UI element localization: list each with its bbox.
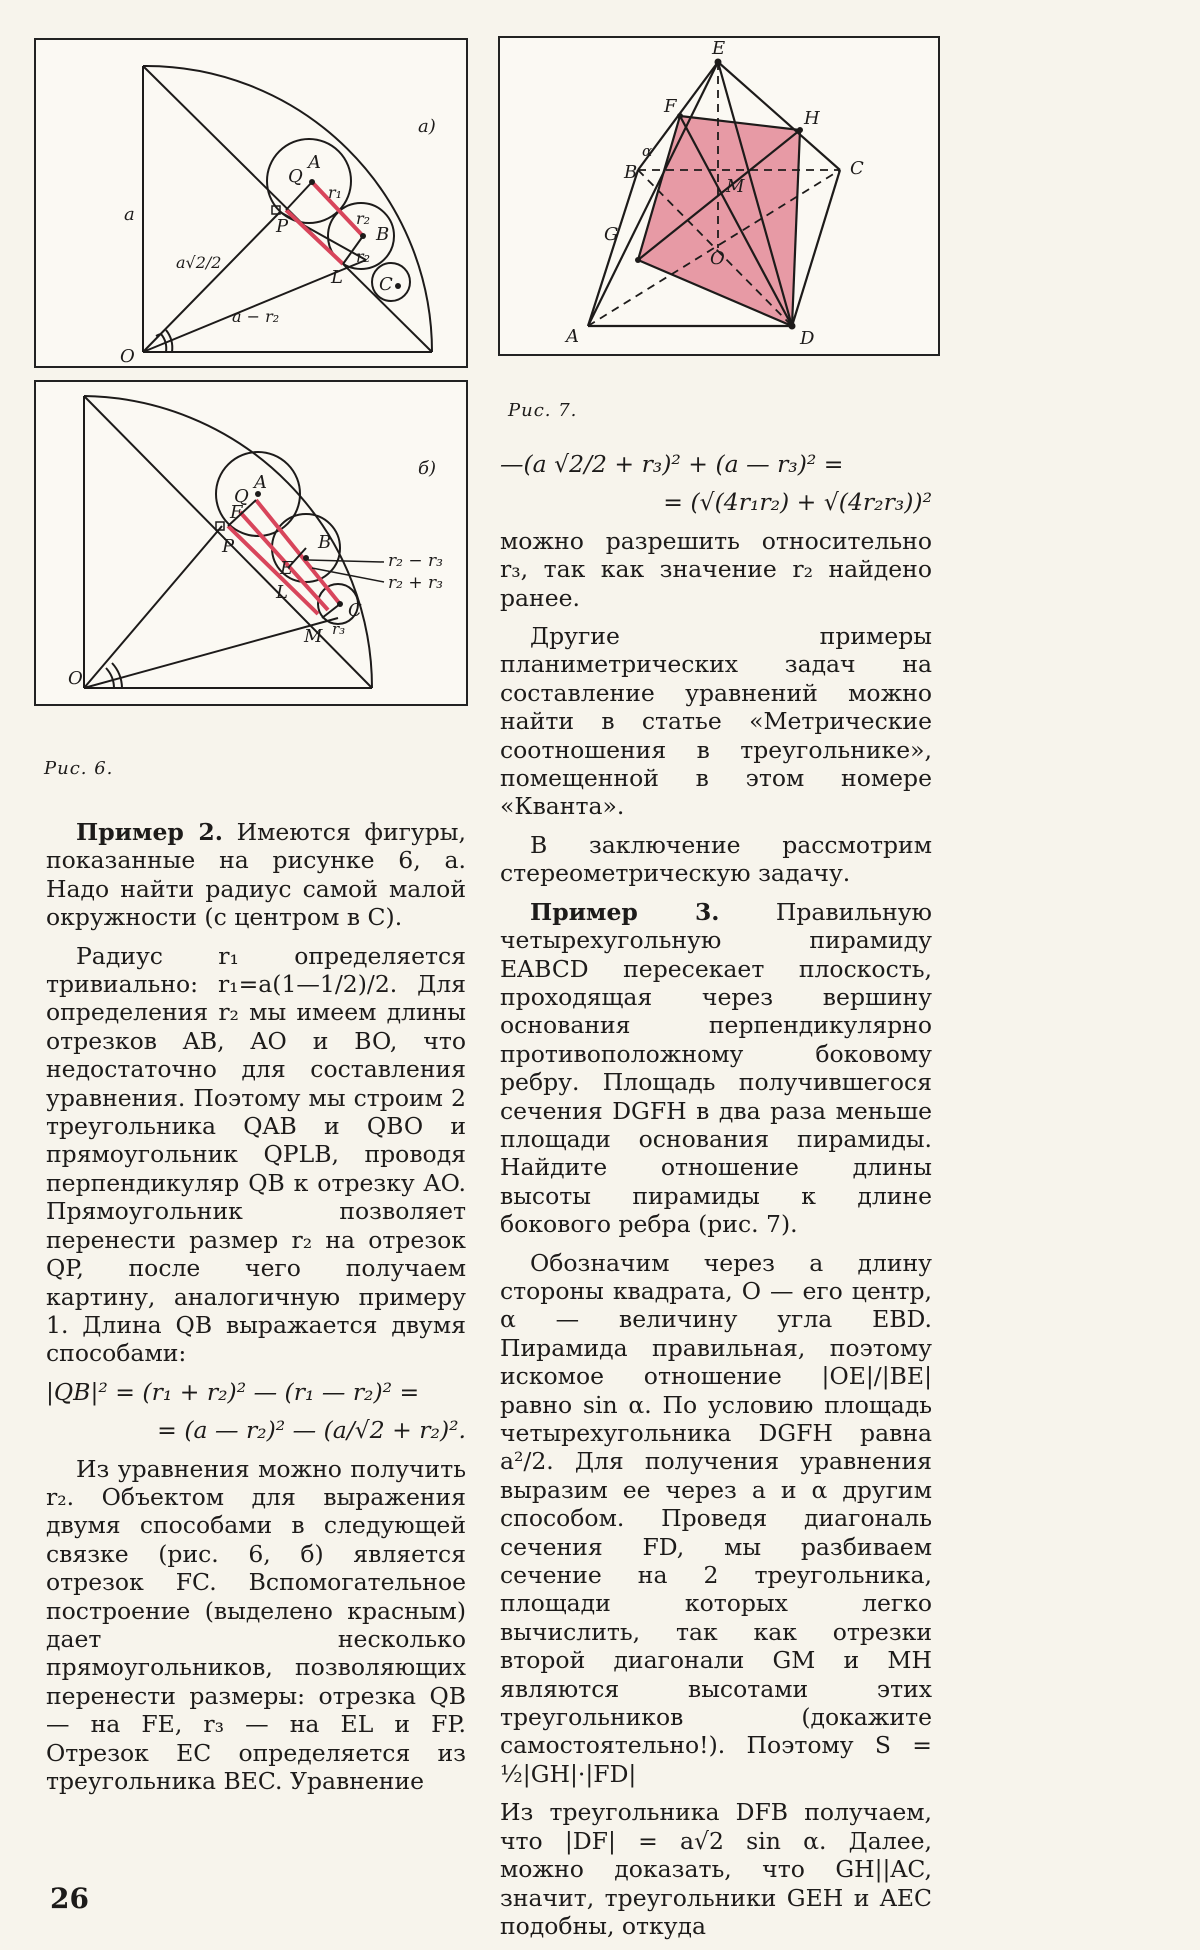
figure-7 bbox=[498, 36, 940, 356]
label-A-7: A bbox=[566, 326, 579, 347]
label-diag: a√2/2 bbox=[176, 253, 222, 272]
label-L: L bbox=[331, 267, 343, 288]
right-paragraph-3: В заключение рассмотрим стереометрическую задачу. bbox=[500, 830, 932, 888]
center-b-dot-b bbox=[303, 555, 309, 561]
figure-6a bbox=[34, 38, 468, 368]
figure-6a-drawing bbox=[36, 40, 466, 366]
right-paragraph-2: Другие примеры планиметрических задач на составление уравнений можно найти в статье «Метрические соотношения в треугольнике», помещенной в этом номере «Кванта». bbox=[500, 622, 932, 821]
left-column bbox=[46, 818, 466, 1805]
label-B-7: B bbox=[624, 162, 638, 183]
label-E-b: E bbox=[280, 558, 294, 579]
label-L-b: L bbox=[276, 582, 288, 603]
right-equation-1: —(a √2/2 + r₃)² + (a — r₃)² = bbox=[500, 450, 844, 478]
right-paragraph-6: Из треугольника DFB получаем, что |DF| = a√2 sin α. Далее, можно доказать, что GH||AC, значит, треугольники GEH и AEC подобны, откуда bbox=[500, 1798, 932, 1940]
label-r2-bottom: r₂ bbox=[356, 247, 371, 266]
label-B-b: B bbox=[318, 532, 332, 553]
example-3-paragraph bbox=[500, 898, 932, 1239]
label-O-b: O bbox=[68, 668, 83, 689]
figure-7-drawing bbox=[500, 38, 938, 354]
vertex-d-dot bbox=[789, 323, 796, 330]
label-A-b: A bbox=[254, 472, 267, 493]
label-M-7: M bbox=[726, 176, 745, 197]
figure-7-caption: Рис. 7. bbox=[508, 400, 578, 421]
label-C-7: C bbox=[850, 158, 864, 179]
label-r2-top: r₂ bbox=[356, 209, 371, 228]
right-paragraph-5: Обозначим через a длину стороны квадрата, O — его центр, α — величину угла EBD. Пирамида правильная, поэтому искомое отношение |OE|/|BE| равно sin α. По условию площадь четырехугольника DGFH равна a²/2. Для получения уравнения выразим ее через a и α другим способом. Проведя диагональ сечения FD, мы разбиваем сечение на 2 треугольника, площади которых легко вычислить, так как отрезки второй диагонали GM и MH являются высотами этих треугольников (докажите самостоятельно!). Поэтому S = ½|GH|·|FD| bbox=[500, 1248, 932, 1788]
right-paragraph-1: можно разрешить относительно r₃, так как значение r₂ найдено ранее. bbox=[500, 526, 932, 612]
center-c-dot-b bbox=[337, 601, 343, 607]
label-r2-minus-r3: r₂ − r₃ bbox=[388, 551, 443, 571]
center-b-dot bbox=[360, 233, 366, 239]
label-C: C bbox=[379, 274, 393, 295]
label-r3-b: r₃ bbox=[332, 620, 346, 638]
vertex-g-dot bbox=[635, 257, 641, 263]
left-equation-1: |QB|² = (r₁ + r₂)² — (r₁ — r₂)² = bbox=[46, 1377, 420, 1406]
label-P: P bbox=[276, 216, 289, 237]
label-O-7: O bbox=[710, 248, 725, 269]
label-C-b: C bbox=[348, 600, 362, 621]
label-Q: Q bbox=[288, 166, 303, 187]
example-2-text: Имеются фигуры, показанные на рисунке 6, a. Надо найти радиус самой малой окружности (с центром в C). bbox=[46, 818, 466, 932]
label-a: a bbox=[124, 204, 135, 225]
right-equation-2: = (√(4r₁r₂) + √(4r₂r₃))² bbox=[663, 488, 932, 517]
center-a-dot bbox=[309, 179, 315, 185]
label-H-7: H bbox=[804, 108, 820, 129]
vertex-h-dot bbox=[797, 127, 803, 133]
label-B: B bbox=[376, 224, 390, 245]
vertex-f-dot bbox=[677, 113, 683, 119]
page-number: 26 bbox=[50, 1882, 89, 1915]
label-F-7: F bbox=[664, 96, 677, 117]
center-c-dot bbox=[395, 283, 401, 289]
label-D-7: D bbox=[800, 328, 815, 349]
left-paragraph-3: Из уравнения можно получить r₂. Объектом для выражения двумя способами в следующей связке (рис. 6, б) является отрезок FC. Вспомогательное построение (выделено красным) дает несколько прямоугольников, позволяющих перенести размеры: отрезка QB — на FE, r₃ — на EL и FP. Отрезок EC определяется из треугольника BEC. Уравнение bbox=[46, 1454, 466, 1795]
label-alpha-7: α bbox=[642, 142, 653, 160]
label-r2-plus-r3: r₂ + r₃ bbox=[388, 573, 443, 593]
label-Q-b: Q bbox=[234, 486, 249, 507]
fig6a-sublabel: а) bbox=[418, 116, 436, 137]
label-A: A bbox=[308, 152, 321, 173]
right-column bbox=[500, 450, 932, 1950]
apex-dot bbox=[715, 59, 722, 66]
label-G-7: G bbox=[604, 224, 619, 245]
left-paragraph-2: Радиус r₁ определяется тривиально: r₁=a(1—1/2)/2. Для определения r₂ мы имеем длины отрезков AB, AO и BO, что недостаточно для составления уравнения. Поэтому мы строим 2 треугольника QAB и QBO и прямоугольник QPLB, проводя перпендикуляр QB к отрезку AO. Прямоугольник позволяет перенести размер r₂ на отрезок QP, после чего получаем картину, аналогичную примеру 1. Длина QB выражается двумя способами: bbox=[46, 941, 466, 1368]
label-E-7: E bbox=[712, 38, 726, 59]
example-2-paragraph bbox=[46, 818, 466, 932]
example-3-heading: Пример 3. bbox=[530, 897, 720, 926]
example-2-heading: Пример 2. bbox=[76, 818, 223, 846]
label-a-minus-r2: a − r₂ bbox=[232, 307, 280, 326]
example-3-text: Правильную четырехугольную пирамиду EABCD пересекает плоскость, проходящая через вершину основания перпендикулярно противоположному боковому ребру. Площадь получившегося сечения DGFH в два раза меньше площади основания пирамиды. Найдите отношение длины высоты пирамиды к длине бокового ребра (рис. 7). bbox=[500, 897, 932, 1239]
label-P-b: P bbox=[222, 536, 235, 557]
label-M-b: M bbox=[304, 626, 323, 647]
label-F-b: F bbox=[230, 502, 243, 523]
figure-6-caption: Рис. 6. bbox=[44, 758, 114, 779]
left-equation-2: = (a — r₂)² — (a/√2 + r₂)². bbox=[157, 1416, 466, 1445]
label-r1: r₁ bbox=[328, 183, 343, 202]
label-O: O bbox=[120, 346, 135, 366]
figure-6b-drawing bbox=[36, 382, 466, 704]
fig6b-sublabel: б) bbox=[418, 458, 437, 479]
figure-6b bbox=[34, 380, 468, 706]
